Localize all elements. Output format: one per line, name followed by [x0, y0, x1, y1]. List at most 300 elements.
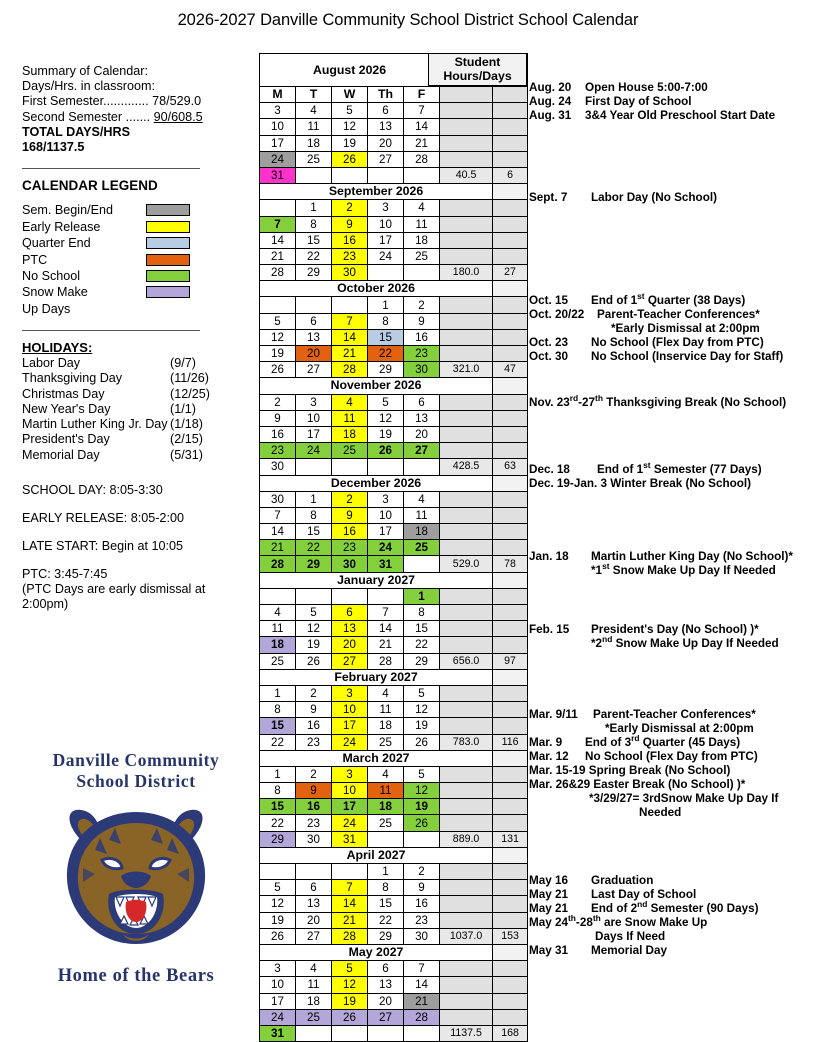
calendar-day-cell[interactable]: 13 — [296, 896, 332, 912]
calendar-day-cell[interactable] — [260, 200, 296, 216]
month-title: October 2026 — [260, 281, 493, 297]
calendar-day-cell[interactable]: 2 — [332, 200, 368, 216]
calendar-day-cell[interactable]: 21 — [368, 637, 404, 653]
calendar-day-cell[interactable]: 20 — [332, 637, 368, 653]
calendar-day-cell[interactable]: 2 — [296, 766, 332, 782]
summary-line: 168/1137.5 — [22, 140, 85, 155]
calendar-day-cell[interactable]: 29 — [404, 653, 440, 669]
note-text: May 24th-28th are Snow Make Up — [529, 913, 708, 929]
calendar-day-cell[interactable]: 19 — [332, 993, 368, 1009]
calendar-day-cell[interactable]: 4 — [332, 394, 368, 410]
calendar-day-cell[interactable]: 17 — [296, 426, 332, 442]
summary-line: Second Semester ....... 90/608.5 — [22, 109, 203, 124]
calendar-day-cell[interactable]: 11 — [332, 410, 368, 426]
note-text: Mar. 26&29 Easter Break (No School) )* — [529, 778, 746, 791]
calendar-day-cell[interactable]: 1 — [260, 766, 296, 782]
calendar-day-cell[interactable]: 19 — [260, 912, 296, 928]
calendar-day-cell[interactable]: 28 — [260, 265, 296, 281]
calendar-day-cell[interactable]: 5 — [260, 880, 296, 896]
calendar-note — [529, 350, 783, 364]
calendar-day-cell[interactable]: 8 — [368, 313, 404, 329]
calendar-day-cell[interactable]: 3 — [368, 200, 404, 216]
cumulative-days-cell: 78 — [493, 556, 528, 572]
calendar-day-cell[interactable]: 20 — [404, 426, 440, 442]
calendar-day-cell[interactable] — [368, 1025, 404, 1041]
calendar-day-cell[interactable]: 8 — [368, 880, 404, 896]
calendar-day-cell[interactable]: 5 — [260, 313, 296, 329]
calendar-note — [529, 874, 653, 888]
note-text: Nov. 23rd-27th Thanksgiving Break (No School) — [529, 393, 787, 409]
student-hours-days-header: Student Hours/Days — [428, 53, 527, 86]
calendar-day-cell[interactable]: 14 — [368, 621, 404, 637]
calendar-day-cell[interactable] — [332, 864, 368, 880]
calendar-day-cell[interactable]: 8 — [296, 216, 332, 232]
calendar-day-cell[interactable] — [404, 556, 440, 572]
calendar-day-cell[interactable] — [332, 1025, 368, 1041]
holiday-row — [22, 432, 254, 447]
calendar-day-cell[interactable]: 13 — [296, 329, 332, 345]
calendar-day-cell[interactable]: 13 — [368, 119, 404, 135]
calendar-day-cell[interactable]: 18 — [368, 799, 404, 815]
calendar-day-cell[interactable] — [332, 459, 368, 475]
calendar-day-cell[interactable]: 28 — [404, 1009, 440, 1025]
calendar-day-cell[interactable]: 11 — [404, 507, 440, 523]
calendar-day-cell[interactable]: 27 — [404, 443, 440, 459]
calendar-day-cell[interactable]: 7 — [368, 605, 404, 621]
calendar-day-cell[interactable]: 28 — [260, 556, 296, 572]
calendar-note — [529, 733, 741, 750]
calendar-day-cell[interactable]: 31 — [332, 831, 368, 847]
calendar-day-cell[interactable]: 28 — [404, 151, 440, 167]
calendar-day-cell[interactable]: 3 — [260, 103, 296, 119]
calendar-day-cell[interactable] — [332, 588, 368, 604]
calendar-day-cell[interactable]: 26 — [404, 734, 440, 750]
calendar-day-cell[interactable] — [260, 864, 296, 880]
calendar-day-cell[interactable]: 25 — [332, 443, 368, 459]
calendar-day-cell[interactable]: 8 — [296, 507, 332, 523]
calendar-day-cell[interactable]: 23 — [296, 815, 332, 831]
calendar-day-cell[interactable]: 10 — [260, 119, 296, 135]
calendar-day-cell[interactable]: 15 — [404, 621, 440, 637]
calendar-day-cell[interactable] — [368, 265, 404, 281]
cumulative-hours-cell — [440, 540, 493, 556]
calendar-day-cell[interactable]: 12 — [260, 896, 296, 912]
calendar-day-cell[interactable]: 26 — [368, 443, 404, 459]
calendar-day-cell[interactable]: 31 — [260, 167, 296, 183]
calendar-day-cell[interactable]: 14 — [404, 119, 440, 135]
calendar-day-cell[interactable]: 12 — [404, 702, 440, 718]
calendar-day-cell[interactable] — [404, 1025, 440, 1041]
month-header-spacer — [493, 281, 528, 297]
calendar-day-cell[interactable]: 9 — [296, 783, 332, 799]
calendar-week-row — [260, 880, 528, 896]
calendar-day-cell[interactable]: 19 — [404, 799, 440, 815]
calendar-day-cell[interactable]: 8 — [260, 783, 296, 799]
divider — [22, 168, 200, 169]
calendar-day-cell[interactable]: 10 — [332, 783, 368, 799]
calendar-day-cell[interactable]: 4 — [368, 766, 404, 782]
calendar-day-cell[interactable]: 27 — [296, 362, 332, 378]
cumulative-days-cell: 63 — [493, 459, 528, 475]
note-text: No School (Flex Day from PTC) — [585, 750, 758, 763]
calendar-day-cell[interactable]: 10 — [260, 977, 296, 993]
calendar-day-cell[interactable]: 5 — [296, 605, 332, 621]
calendar-day-cell[interactable]: 13 — [404, 410, 440, 426]
calendar-day-cell[interactable]: 6 — [332, 605, 368, 621]
calendar-day-cell[interactable]: 21 — [404, 135, 440, 151]
calendar-day-cell[interactable]: 18 — [260, 637, 296, 653]
note-text: *2nd Snow Make Up Day If Needed — [591, 634, 779, 650]
cumulative-hours-cell: 40.5 — [440, 167, 493, 183]
calendar-day-cell[interactable]: 17 — [332, 718, 368, 734]
calendar-day-cell[interactable]: 16 — [296, 718, 332, 734]
calendar-day-cell[interactable] — [368, 167, 404, 183]
calendar-day-cell[interactable]: 17 — [260, 993, 296, 1009]
calendar-day-cell[interactable]: 14 — [332, 329, 368, 345]
calendar-day-cell[interactable]: 26 — [260, 928, 296, 944]
month-title: March 2027 — [260, 750, 493, 766]
calendar-day-cell[interactable]: 17 — [368, 232, 404, 248]
calendar-week-row — [260, 766, 528, 782]
calendar-note — [529, 913, 708, 930]
calendar-day-cell[interactable]: 6 — [296, 313, 332, 329]
calendar-day-cell[interactable]: 30 — [332, 556, 368, 572]
calendar-day-cell[interactable]: 22 — [404, 637, 440, 653]
calendar-day-cell[interactable]: 15 — [368, 896, 404, 912]
calendar-day-cell[interactable]: 9 — [332, 507, 368, 523]
calendar-day-cell[interactable]: 8 — [260, 702, 296, 718]
calendar-day-cell[interactable]: 22 — [260, 815, 296, 831]
legend-row — [22, 268, 254, 284]
calendar-day-cell[interactable]: 21 — [332, 346, 368, 362]
calendar-day-cell[interactable]: 21 — [260, 248, 296, 264]
calendar-day-cell[interactable]: 24 — [332, 815, 368, 831]
calendar-day-cell[interactable]: 26 — [260, 362, 296, 378]
calendar-day-cell[interactable]: 30 — [404, 928, 440, 944]
calendar-day-cell[interactable]: 4 — [296, 961, 332, 977]
calendar-day-cell[interactable]: 16 — [404, 329, 440, 345]
calendar-day-cell[interactable]: 12 — [404, 783, 440, 799]
calendar-day-cell[interactable]: 28 — [368, 653, 404, 669]
calendar-day-cell[interactable]: 19 — [260, 346, 296, 362]
holiday-row — [22, 448, 254, 463]
calendar-day-cell[interactable]: 16 — [296, 799, 332, 815]
calendar-day-cell[interactable]: 12 — [332, 119, 368, 135]
calendar-day-cell[interactable]: 26 — [332, 151, 368, 167]
calendar-day-cell[interactable]: 4 — [296, 103, 332, 119]
calendar-day-cell[interactable]: 3 — [332, 685, 368, 701]
calendar-day-cell[interactable]: 27 — [332, 653, 368, 669]
calendar-day-cell[interactable]: 16 — [404, 896, 440, 912]
summary-line: First Semester............. 78/529.0 — [22, 94, 202, 109]
calendar-day-cell[interactable]: 6 — [368, 961, 404, 977]
calendar-day-cell[interactable]: 14 — [260, 232, 296, 248]
calendar-day-cell[interactable]: 12 — [260, 329, 296, 345]
calendar-day-cell[interactable]: 1 — [296, 200, 332, 216]
calendar-day-cell[interactable]: 18 — [332, 426, 368, 442]
calendar-day-cell[interactable]: 2 — [404, 864, 440, 880]
calendar-day-cell[interactable]: 7 — [260, 507, 296, 523]
calendar-day-cell[interactable]: 24 — [260, 151, 296, 167]
calendar-day-cell[interactable]: 24 — [332, 734, 368, 750]
calendar-day-cell[interactable]: 2 — [260, 394, 296, 410]
calendar-day-cell[interactable]: 17 — [260, 135, 296, 151]
calendar-day-cell[interactable]: 4 — [404, 200, 440, 216]
calendar-day-cell[interactable] — [296, 864, 332, 880]
calendar-day-cell[interactable]: 29 — [296, 265, 332, 281]
calendar-day-cell[interactable]: 1 — [296, 491, 332, 507]
holidays-list — [22, 356, 254, 463]
calendar-day-cell[interactable]: 25 — [368, 734, 404, 750]
divider-2 — [22, 330, 200, 331]
calendar-day-cell[interactable]: 5 — [332, 103, 368, 119]
calendar-day-cell[interactable]: 18 — [404, 524, 440, 540]
calendar-day-cell[interactable] — [296, 459, 332, 475]
calendar-day-cell[interactable]: 23 — [296, 734, 332, 750]
calendar-day-cell[interactable]: 3 — [260, 961, 296, 977]
calendar-day-cell[interactable]: 15 — [260, 799, 296, 815]
calendar-day-cell[interactable]: 7 — [404, 961, 440, 977]
calendar-day-cell[interactable]: 22 — [260, 734, 296, 750]
cumulative-days-cell — [493, 491, 528, 507]
calendar-day-cell[interactable]: 23 — [404, 346, 440, 362]
calendar-day-cell[interactable] — [404, 459, 440, 475]
cumulative-days-cell — [493, 588, 528, 604]
calendar-day-cell[interactable]: 3 — [368, 491, 404, 507]
calendar-day-cell[interactable]: 28 — [332, 362, 368, 378]
calendar-day-cell[interactable]: 24 — [296, 443, 332, 459]
logo-line-1: Danville Community — [52, 750, 220, 770]
calendar-day-cell[interactable]: 7 — [404, 103, 440, 119]
calendar-day-cell[interactable]: 16 — [332, 232, 368, 248]
calendar-day-cell[interactable]: 1 — [368, 864, 404, 880]
calendar-day-cell[interactable] — [368, 459, 404, 475]
calendar-day-cell[interactable]: 5 — [368, 394, 404, 410]
calendar-day-cell[interactable]: 18 — [296, 993, 332, 1009]
calendar-day-cell[interactable]: 29 — [260, 831, 296, 847]
calendar-day-cell[interactable]: 20 — [368, 135, 404, 151]
calendar-day-cell[interactable]: 2 — [404, 297, 440, 313]
calendar-day-cell[interactable]: 4 — [368, 685, 404, 701]
calendar-day-cell[interactable]: 25 — [296, 151, 332, 167]
calendar-day-cell[interactable]: 26 — [404, 815, 440, 831]
calendar-day-cell[interactable]: 11 — [296, 977, 332, 993]
calendar-day-cell[interactable]: 12 — [332, 977, 368, 993]
calendar-day-cell[interactable]: 22 — [368, 346, 404, 362]
calendar-day-cell[interactable]: 7 — [332, 880, 368, 896]
calendar-day-cell[interactable]: 5 — [332, 961, 368, 977]
calendar-day-cell[interactable]: 18 — [368, 718, 404, 734]
calendar-day-cell[interactable]: 20 — [296, 912, 332, 928]
note-date: Sept. 7 — [529, 191, 568, 204]
calendar-day-cell[interactable]: 10 — [296, 410, 332, 426]
calendar-day-cell[interactable]: 2 — [332, 491, 368, 507]
calendar-day-cell[interactable] — [296, 588, 332, 604]
calendar-day-cell[interactable]: 6 — [404, 394, 440, 410]
calendar-day-cell[interactable]: 11 — [260, 621, 296, 637]
calendar-day-cell[interactable] — [260, 588, 296, 604]
calendar-day-cell[interactable]: 19 — [296, 637, 332, 653]
calendar-day-cell[interactable]: 7 — [332, 313, 368, 329]
calendar-week-row — [260, 588, 528, 604]
calendar-day-cell[interactable] — [296, 297, 332, 313]
calendar-day-cell[interactable]: 23 — [260, 443, 296, 459]
calendar-day-cell[interactable] — [404, 265, 440, 281]
calendar-day-cell[interactable] — [404, 831, 440, 847]
summary-line: TOTAL DAYS/HRS — [22, 124, 130, 139]
calendar-day-cell[interactable]: 14 — [404, 977, 440, 993]
calendar-day-cell[interactable]: 9 — [404, 880, 440, 896]
calendar-week-row — [260, 443, 528, 459]
calendar-day-cell[interactable]: 2 — [296, 685, 332, 701]
calendar-day-cell[interactable]: 9 — [296, 702, 332, 718]
calendar-day-cell[interactable]: 11 — [296, 119, 332, 135]
calendar-day-cell[interactable]: 25 — [296, 1009, 332, 1025]
logo-line-2: School District — [76, 771, 196, 791]
calendar-day-cell[interactable]: 1 — [404, 588, 440, 604]
calendar-day-cell[interactable]: 20 — [368, 993, 404, 1009]
calendar-day-cell[interactable]: 29 — [368, 362, 404, 378]
calendar-day-cell[interactable]: 26 — [296, 653, 332, 669]
calendar-day-cell[interactable]: 11 — [368, 702, 404, 718]
calendar-day-cell[interactable]: 30 — [404, 362, 440, 378]
calendar-day-cell[interactable]: 13 — [368, 977, 404, 993]
calendar-day-cell[interactable]: 19 — [368, 426, 404, 442]
calendar-day-cell[interactable] — [404, 167, 440, 183]
calendar-day-cell[interactable]: 24 — [368, 540, 404, 556]
calendar-day-cell[interactable]: 5 — [404, 685, 440, 701]
calendar-day-cell[interactable]: 11 — [368, 783, 404, 799]
calendar-day-cell[interactable]: 22 — [296, 248, 332, 264]
calendar-day-cell[interactable]: 1 — [260, 685, 296, 701]
calendar-day-cell[interactable]: 10 — [368, 507, 404, 523]
calendar-note — [529, 109, 775, 123]
calendar-day-cell[interactable]: 12 — [368, 410, 404, 426]
calendar-day-cell[interactable]: 30 — [260, 491, 296, 507]
calendar-week-row — [260, 426, 528, 442]
calendar-day-cell[interactable]: 19 — [332, 135, 368, 151]
calendar-day-cell[interactable]: 14 — [260, 524, 296, 540]
calendar-day-cell[interactable]: 23 — [332, 540, 368, 556]
calendar-day-cell[interactable] — [368, 588, 404, 604]
calendar-day-cell[interactable]: 30 — [332, 265, 368, 281]
calendar-day-cell[interactable]: 21 — [332, 912, 368, 928]
note-text: Martin Luther King Day (No School)* — [591, 550, 793, 563]
calendar-day-cell[interactable]: 15 — [296, 232, 332, 248]
calendar-day-cell[interactable]: 5 — [404, 766, 440, 782]
calendar-day-cell[interactable]: 4 — [260, 605, 296, 621]
calendar-day-cell[interactable]: 1 — [368, 297, 404, 313]
calendar-day-cell[interactable]: 7 — [260, 216, 296, 232]
calendar-day-cell[interactable]: 21 — [260, 540, 296, 556]
calendar-day-cell[interactable]: 17 — [368, 524, 404, 540]
calendar-day-cell[interactable]: 29 — [296, 556, 332, 572]
calendar-day-cell[interactable] — [332, 297, 368, 313]
calendar-day-cell[interactable]: 10 — [368, 216, 404, 232]
calendar-day-cell[interactable]: 13 — [332, 621, 368, 637]
calendar-day-cell[interactable]: 28 — [332, 928, 368, 944]
calendar-day-cell[interactable]: 22 — [296, 540, 332, 556]
calendar-day-cell[interactable]: 25 — [404, 248, 440, 264]
calendar-week-row — [260, 297, 528, 313]
note-date: Mar. 12 — [529, 750, 569, 763]
calendar-day-cell[interactable]: 12 — [296, 621, 332, 637]
calendar-day-cell[interactable]: 8 — [404, 605, 440, 621]
calendar-day-cell[interactable]: 9 — [332, 216, 368, 232]
calendar-day-cell[interactable]: 19 — [404, 718, 440, 734]
calendar-day-cell[interactable]: 25 — [404, 540, 440, 556]
holiday-name: Martin Luther King Jr. Day — [22, 417, 168, 432]
legend-color-swatch — [146, 204, 190, 216]
calendar-day-cell[interactable]: 20 — [296, 346, 332, 362]
calendar-day-cell[interactable] — [296, 1025, 332, 1041]
calendar-day-cell[interactable]: 10 — [332, 702, 368, 718]
calendar-day-cell[interactable]: 14 — [332, 896, 368, 912]
calendar-day-cell[interactable] — [332, 167, 368, 183]
calendar-day-cell[interactable]: 15 — [260, 718, 296, 734]
calendar-day-cell[interactable]: 18 — [404, 232, 440, 248]
calendar-day-cell[interactable]: 9 — [260, 410, 296, 426]
holiday-row — [22, 387, 254, 402]
calendar-month-header-row — [260, 475, 528, 491]
calendar-day-cell[interactable]: 29 — [368, 928, 404, 944]
calendar-day-cell[interactable] — [260, 297, 296, 313]
calendar-day-cell[interactable]: 24 — [368, 248, 404, 264]
calendar-month-header-row — [260, 669, 528, 685]
cumulative-hours-cell — [440, 993, 493, 1009]
calendar-day-cell[interactable]: 4 — [404, 491, 440, 507]
calendar-day-cell[interactable]: 3 — [296, 394, 332, 410]
school-times-block — [22, 483, 254, 612]
calendar-day-cell[interactable]: 9 — [404, 313, 440, 329]
month-title: February 2027 — [260, 669, 493, 685]
calendar-day-cell[interactable]: 27 — [296, 928, 332, 944]
calendar-day-cell[interactable]: 30 — [296, 831, 332, 847]
calendar-day-cell[interactable]: 11 — [404, 216, 440, 232]
calendar-day-cell[interactable]: 26 — [332, 1009, 368, 1025]
month-header-spacer — [493, 669, 528, 685]
dow-header: Th — [368, 87, 404, 103]
calendar-day-cell[interactable]: 16 — [260, 426, 296, 442]
calendar-day-cell[interactable]: 18 — [296, 135, 332, 151]
calendar-day-cell[interactable]: 15 — [296, 524, 332, 540]
calendar-day-cell[interactable]: 6 — [296, 880, 332, 896]
calendar-day-cell[interactable] — [368, 831, 404, 847]
calendar-day-cell[interactable] — [296, 167, 332, 183]
calendar-day-cell[interactable]: 25 — [368, 815, 404, 831]
calendar-day-cell[interactable]: 24 — [260, 1009, 296, 1025]
calendar-day-cell[interactable]: 3 — [332, 766, 368, 782]
calendar-day-cell[interactable]: 30 — [260, 459, 296, 475]
calendar-day-cell[interactable]: 27 — [368, 1009, 404, 1025]
calendar-day-cell[interactable]: 31 — [368, 556, 404, 572]
calendar-day-cell[interactable]: 22 — [368, 912, 404, 928]
calendar-day-cell[interactable]: 23 — [404, 912, 440, 928]
calendar-day-cell[interactable]: 23 — [332, 248, 368, 264]
calendar-day-cell[interactable]: 6 — [368, 103, 404, 119]
calendar-day-cell[interactable]: 15 — [368, 329, 404, 345]
calendar-day-cell[interactable]: 17 — [332, 799, 368, 815]
calendar-day-cell[interactable]: 27 — [368, 151, 404, 167]
days-header-blank — [493, 87, 528, 103]
cumulative-hours-cell — [440, 815, 493, 831]
calendar-note — [529, 778, 745, 792]
calendar-day-cell[interactable]: 16 — [332, 524, 368, 540]
calendar-day-cell[interactable]: 25 — [260, 653, 296, 669]
cumulative-hours-cell — [440, 135, 493, 151]
calendar-day-cell[interactable]: 21 — [404, 993, 440, 1009]
calendar-day-cell[interactable]: 31 — [260, 1025, 296, 1041]
